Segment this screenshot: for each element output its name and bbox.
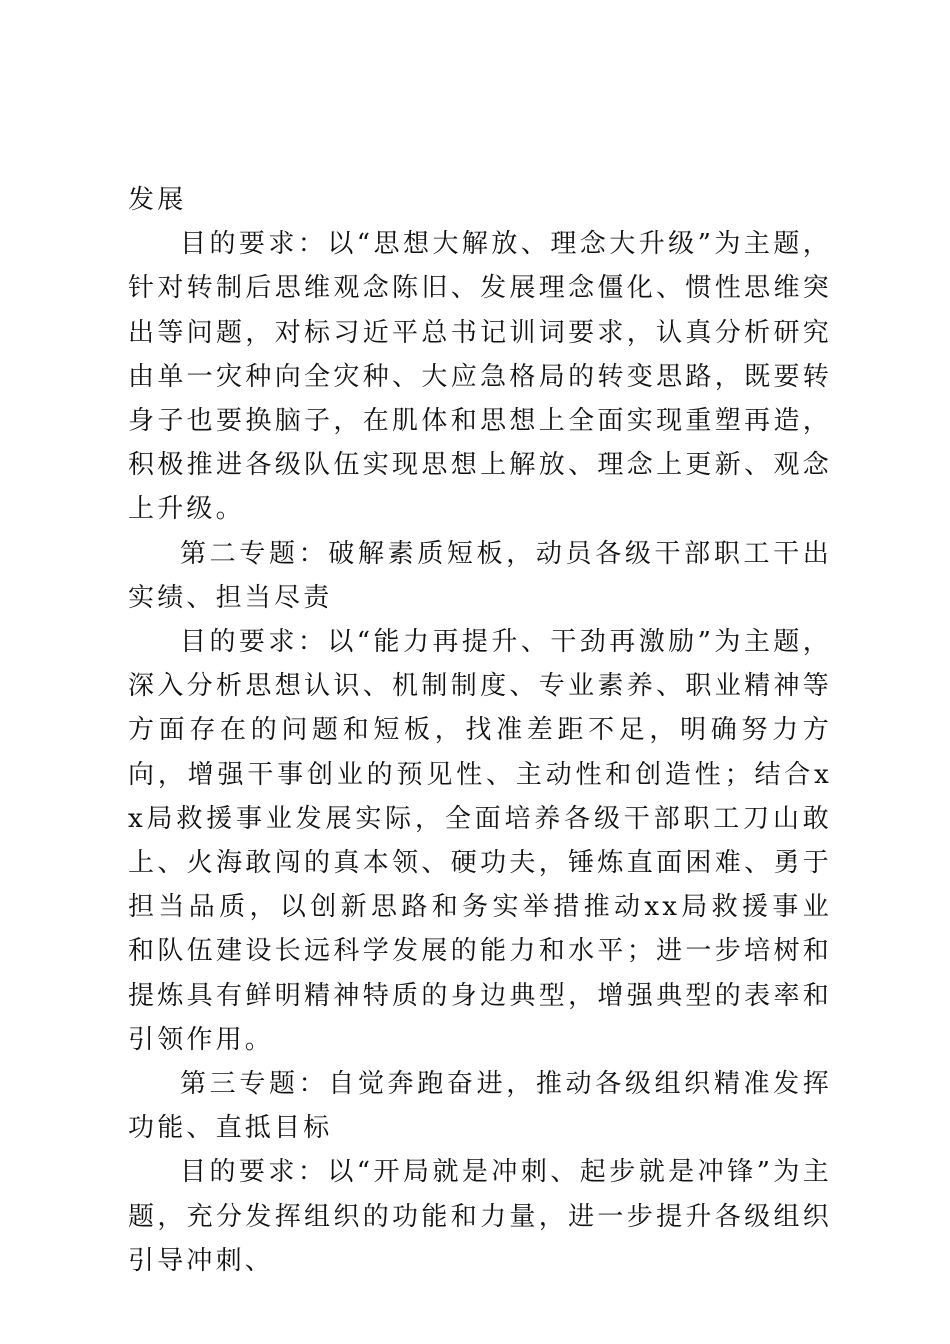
paragraph-continuation: 发展 [128,185,187,215]
paragraph-purpose-3: 目的要求：以“开局就是冲刺、起步就是冲锋”为主题，充分发挥组织的功能和力量，进一步提升各级组织引导冲刺、 [128,1157,832,1276]
paragraph-topic-3-heading: 第三专题：自觉奔跑奋进，推动各级组织精准发挥功能、直抵目标 [128,1069,832,1144]
paragraph-purpose-1: 目的要求：以“思想大解放、理念大升级”为主题，针对转制后思维观念陈旧、发展理念僵化、惯性思维突出等问题，对标习近平总书记训词要求，认真分析研究由单一灾种向全灾种、大应急格局的转变思路，既要转身子也要换脑子，在肌体和思想上全面实现重塑再造，积极推进各级队伍实现思想上解放、理念上更新、观念上升级。 [128,229,832,525]
document-body [128,178,832,1283]
paragraph-topic-2-heading: 第二专题：破解素质短板，动员各级干部职工干出实绩、担当尽责 [128,538,832,613]
paragraph-purpose-2: 目的要求：以“能力再提升、干劲再激励”为主题，深入分析思想认识、机制制度、专业素养、职业精神等方面存在的问题和短板，找准差距不足，明确努力方向，增强干事创业的预见性、主动性和创造性；结合xx局救援事业发展实际，全面培养各级干部职工刀山敢上、火海敢闯的真本领、硬功夫，锤炼直面困难、勇于担当品质，以创新思路和务实举措推动xx局救援事业和队伍建设长远科学发展的能力和水平；进一步培树和提炼具有鲜明精神特质的身边典型，增强典型的表率和引领作用。 [128,627,832,1055]
